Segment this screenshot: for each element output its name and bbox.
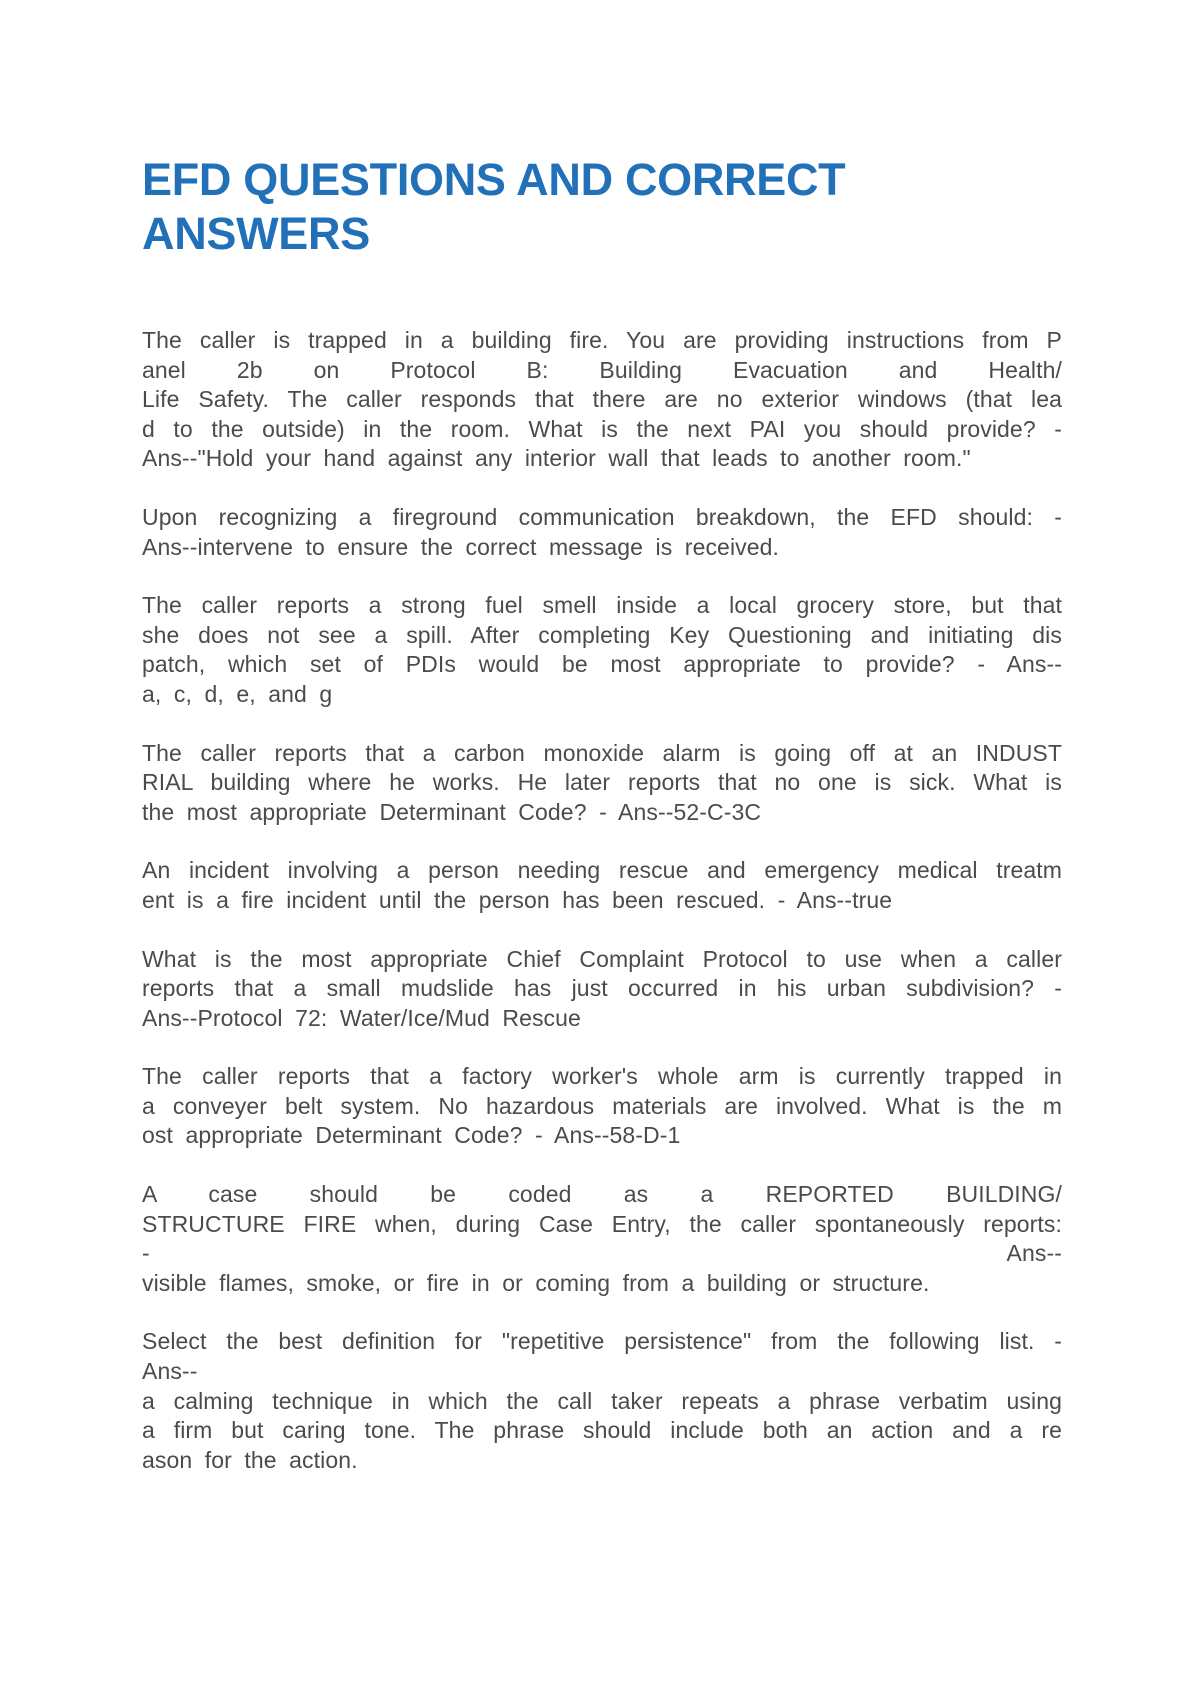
qa-line: ent is a fire incident until the person has been rescued. - Ans--true [142, 886, 893, 913]
qa-item [142, 591, 1062, 709]
qa-list [142, 326, 1062, 1504]
qa-line: What is the most appropriate Chief Complaint Protocol to use when a caller [142, 945, 1062, 972]
qa-item [142, 945, 1062, 1034]
qa-item [142, 856, 1062, 915]
qa-line: the most appropriate Determinant Code? - Ans--52-C-3C [142, 798, 762, 825]
qa-line: a calming technique in which the call taker repeats a phrase verbatim using [142, 1387, 1062, 1414]
qa-line: Ans--Protocol 72: Water/Ice/Mud Rescue [142, 1004, 581, 1031]
qa-line: anel 2b on Protocol B: Building Evacuation and Health/ [142, 356, 1062, 383]
qa-line: a conveyer belt system. No hazardous materials are involved. What is the m [142, 1092, 1062, 1119]
qa-line: Select the best definition for "repetitive persistence" from the following list. - [142, 1328, 1062, 1355]
qa-item [142, 1180, 1062, 1298]
qa-line: The caller is trapped in a building fire. You are providing instructions from P [142, 327, 1062, 353]
qa-line: The caller reports that a carbon monoxide alarm is going off at an INDUST [142, 739, 1062, 766]
qa-line: a firm but caring tone. The phrase should include both an action and a re [142, 1417, 1062, 1444]
qa-line: reports that a small mudslide has just occurred in his urban subdivision? - [142, 975, 1062, 1002]
qa-item [142, 326, 1062, 474]
qa-line: a, c, d, e, and g [142, 680, 333, 707]
qa-line: she does not see a spill. After completing Key Questioning and initiating dis [142, 621, 1062, 648]
qa-item [142, 1062, 1062, 1151]
qa-line: Ans-- [142, 1358, 198, 1385]
qa-line: RIAL building where he works. He later reports that no one is sick. What is [142, 769, 1062, 796]
qa-line: A case should be coded as a REPORTED BUILDING/ [142, 1181, 1062, 1208]
qa-item [142, 503, 1062, 562]
qa-line: The caller reports that a factory worker's whole arm is currently trapped in [142, 1063, 1062, 1090]
qa-line: Upon recognizing a fireground communication breakdown, the EFD should: - [142, 503, 1062, 530]
qa-item [142, 1327, 1062, 1475]
qa-line: d to the outside) in the room. What is the next PAI you should provide? - [142, 415, 1062, 442]
qa-line: ost appropriate Determinant Code? - Ans--58-D-1 [142, 1122, 681, 1149]
document-title [142, 153, 902, 261]
qa-line: visible flames, smoke, or fire in or coming from a building or structure. [142, 1269, 930, 1296]
qa-line: Ans--intervene to ensure the correct message is received. [142, 533, 780, 560]
qa-line: patch, which set of PDIs would be most appropriate to provide? - Ans-- [142, 651, 1062, 678]
qa-line: An incident involving a person needing rescue and emergency medical treatm [142, 857, 1062, 884]
qa-line: STRUCTURE FIRE when, during Case Entry, the caller spontaneously reports: [142, 1210, 1062, 1237]
qa-line: Life Safety. The caller responds that there are no exterior windows (that lea [142, 386, 1062, 413]
document-title-line-1: EFD QUESTIONS AND CORRECT [142, 154, 846, 205]
document-title-line-2: ANSWERS [142, 208, 370, 259]
qa-line: The caller reports a strong fuel smell inside a local grocery store, but that [142, 592, 1062, 619]
qa-line: ason for the action. [142, 1446, 358, 1473]
qa-item [142, 739, 1062, 828]
qa-line: Ans--"Hold your hand against any interior wall that leads to another room." [142, 445, 971, 472]
qa-line: - Ans-- [142, 1240, 1062, 1267]
